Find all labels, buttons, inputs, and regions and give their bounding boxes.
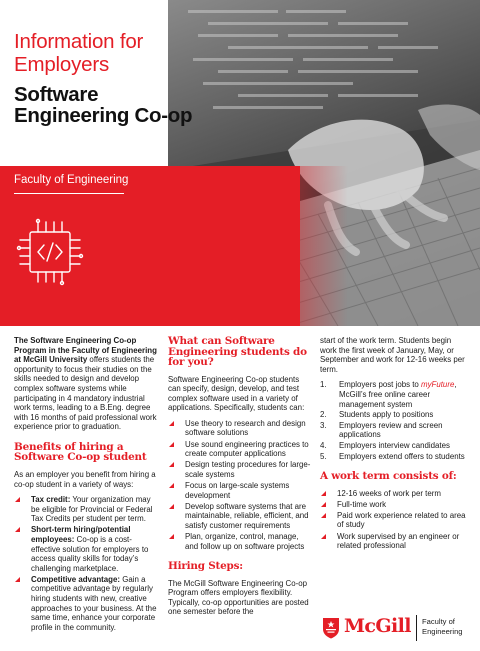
column-left <box>14 336 160 634</box>
work-term-heading: A work term consists of: <box>320 470 457 483</box>
step-text: Employers interview candidates <box>339 440 450 450</box>
benefits-heading: Benefits of hiring a Software Co-op student <box>14 440 147 464</box>
benefit-term: Tax credit: <box>31 495 71 505</box>
triangle-bullet-icon <box>169 421 174 426</box>
hero-divider <box>14 193 124 194</box>
list-item <box>14 525 160 573</box>
logo-faculty-line2: Engineering <box>422 626 463 636</box>
ability-text: Use sound engineering practices to create computer applications <box>185 439 309 459</box>
list-item <box>320 489 468 499</box>
hiring-paragraph: The McGill Software Engineering Co-op Program offers employers flexibility. Typically, co-op opportunities are posted one semester before the <box>168 578 309 617</box>
mcgill-logo <box>322 613 472 643</box>
list-item <box>14 495 160 524</box>
intro-text: offers students the opportunity to focus their studies on the skills needed to design and develop complex software systems while participating in 4 mandatory industrial work terms, leading to a B.Eng. degree with 16 months of paid professional work experience prior to graduation. <box>14 355 157 432</box>
benefits-lead: As an employer you benefit from hiring a co-op student in a variety of ways: <box>14 469 156 489</box>
benefit-text: Gain a competitive advantage by regularly hiring students with new, creative approaches to your business. At the same time, enhance your corporate profile in the community. <box>31 574 157 632</box>
hiring-steps-list <box>320 380 468 461</box>
logo-faculty-line1: Faculty of <box>422 617 455 626</box>
triangle-bullet-icon <box>15 577 20 582</box>
abilities-heading: What can Software Engineering students do for you? <box>168 335 307 368</box>
work-term-text: Work supervised by an engineer or related professional <box>337 531 460 551</box>
benefit-term: Competitive advantage: <box>31 574 121 584</box>
ability-text: Design testing procedures for large-scale systems <box>185 460 311 479</box>
intro-paragraph <box>14 336 160 432</box>
step-text: Employers post jobs to <box>339 380 422 390</box>
step-text: Employers review and screen applications <box>339 420 443 440</box>
list-item <box>320 421 468 440</box>
step-text: Employers extend offers to students <box>339 451 465 461</box>
work-term-text: Full-time work <box>337 499 387 509</box>
step-text: Students apply to positions <box>339 410 434 420</box>
list-item <box>320 532 468 551</box>
step-number: 4. <box>320 440 327 450</box>
hero-faculty-label: Faculty of Engineering <box>14 174 129 186</box>
abilities-lead: Software Engineering Co-op students can specify, design, develop, and test complex software used in a variety of applications. Specifically, students can: <box>168 374 305 413</box>
hero-kicker: Information for Employers <box>14 30 144 76</box>
list-item <box>168 532 312 551</box>
triangle-bullet-icon <box>321 534 326 539</box>
ability-text: Use theory to research and design software solutions <box>185 418 306 438</box>
list-item <box>168 440 312 459</box>
intro-bold: The Software Engineering Co-op Program in the Faculty of Engineering at McGill University <box>14 336 157 365</box>
triangle-bullet-icon <box>169 462 174 467</box>
code-chip-icon <box>14 216 86 288</box>
page-title: Software Engineering Co-op <box>14 83 193 127</box>
list-item <box>320 500 468 510</box>
triangle-bullet-icon <box>169 442 174 447</box>
step-number: 3. <box>320 420 327 430</box>
ability-text: Focus on large-scale systems development <box>185 480 290 500</box>
logo-faculty-label <box>422 617 463 636</box>
list-item <box>320 410 468 420</box>
step-number: 2. <box>320 410 327 420</box>
benefit-text: Your organization may be eligible for Provincial or Federal Tax Credits per student per term. <box>31 495 153 524</box>
triangle-bullet-icon <box>169 483 174 488</box>
mcgill-crest-icon <box>322 617 340 639</box>
abilities-list <box>168 419 312 551</box>
work-term-text: 12-16 weeks of work per term <box>337 488 441 498</box>
list-item <box>168 419 312 438</box>
list-item <box>320 452 468 462</box>
hiring-heading: Hiring Steps: <box>168 560 243 573</box>
triangle-bullet-icon <box>15 527 20 532</box>
hiring-paragraph-continued: start of the work term. Students begin work the first week of January, May, or September and work for 12-16 weeks per term. <box>320 336 465 374</box>
list-item <box>320 511 468 530</box>
list-item <box>168 481 312 500</box>
logo-divider <box>416 615 417 641</box>
triangle-bullet-icon <box>15 497 20 502</box>
benefits-list <box>14 495 160 632</box>
triangle-bullet-icon <box>321 491 326 496</box>
ability-text: Plan, organize, control, manage, and follow up on software projects <box>185 531 305 551</box>
list-item <box>168 502 312 531</box>
list-item <box>320 441 468 451</box>
triangle-bullet-icon <box>321 502 326 507</box>
work-term-text: Paid work experience related to area of study <box>337 510 466 530</box>
column-middle <box>168 336 312 623</box>
list-item <box>14 575 160 633</box>
work-term-list <box>320 489 468 551</box>
step-number: 1. <box>320 380 327 390</box>
list-item <box>320 380 468 409</box>
triangle-bullet-icon <box>169 534 174 539</box>
ability-text: Develop software systems that are maintainable, reliable, efficient, and satisfy customer requirements <box>185 501 309 530</box>
step-number: 5. <box>320 451 327 461</box>
benefit-text: Co-op is a cost-effective solution for employers to access quality skills for today’s challenging marketplace. <box>31 535 149 573</box>
myfuture-link[interactable]: myFuture <box>421 380 455 390</box>
benefit-term: Short-term hiring/potential employees: <box>31 525 131 544</box>
step-text-after: , McGill’s free online career management system <box>339 380 457 409</box>
column-right <box>320 336 468 552</box>
mcgill-wordmark: McGill <box>344 615 411 637</box>
list-item <box>168 460 312 479</box>
hero-red-fade <box>168 166 348 326</box>
triangle-bullet-icon <box>321 513 326 518</box>
triangle-bullet-icon <box>169 504 174 509</box>
